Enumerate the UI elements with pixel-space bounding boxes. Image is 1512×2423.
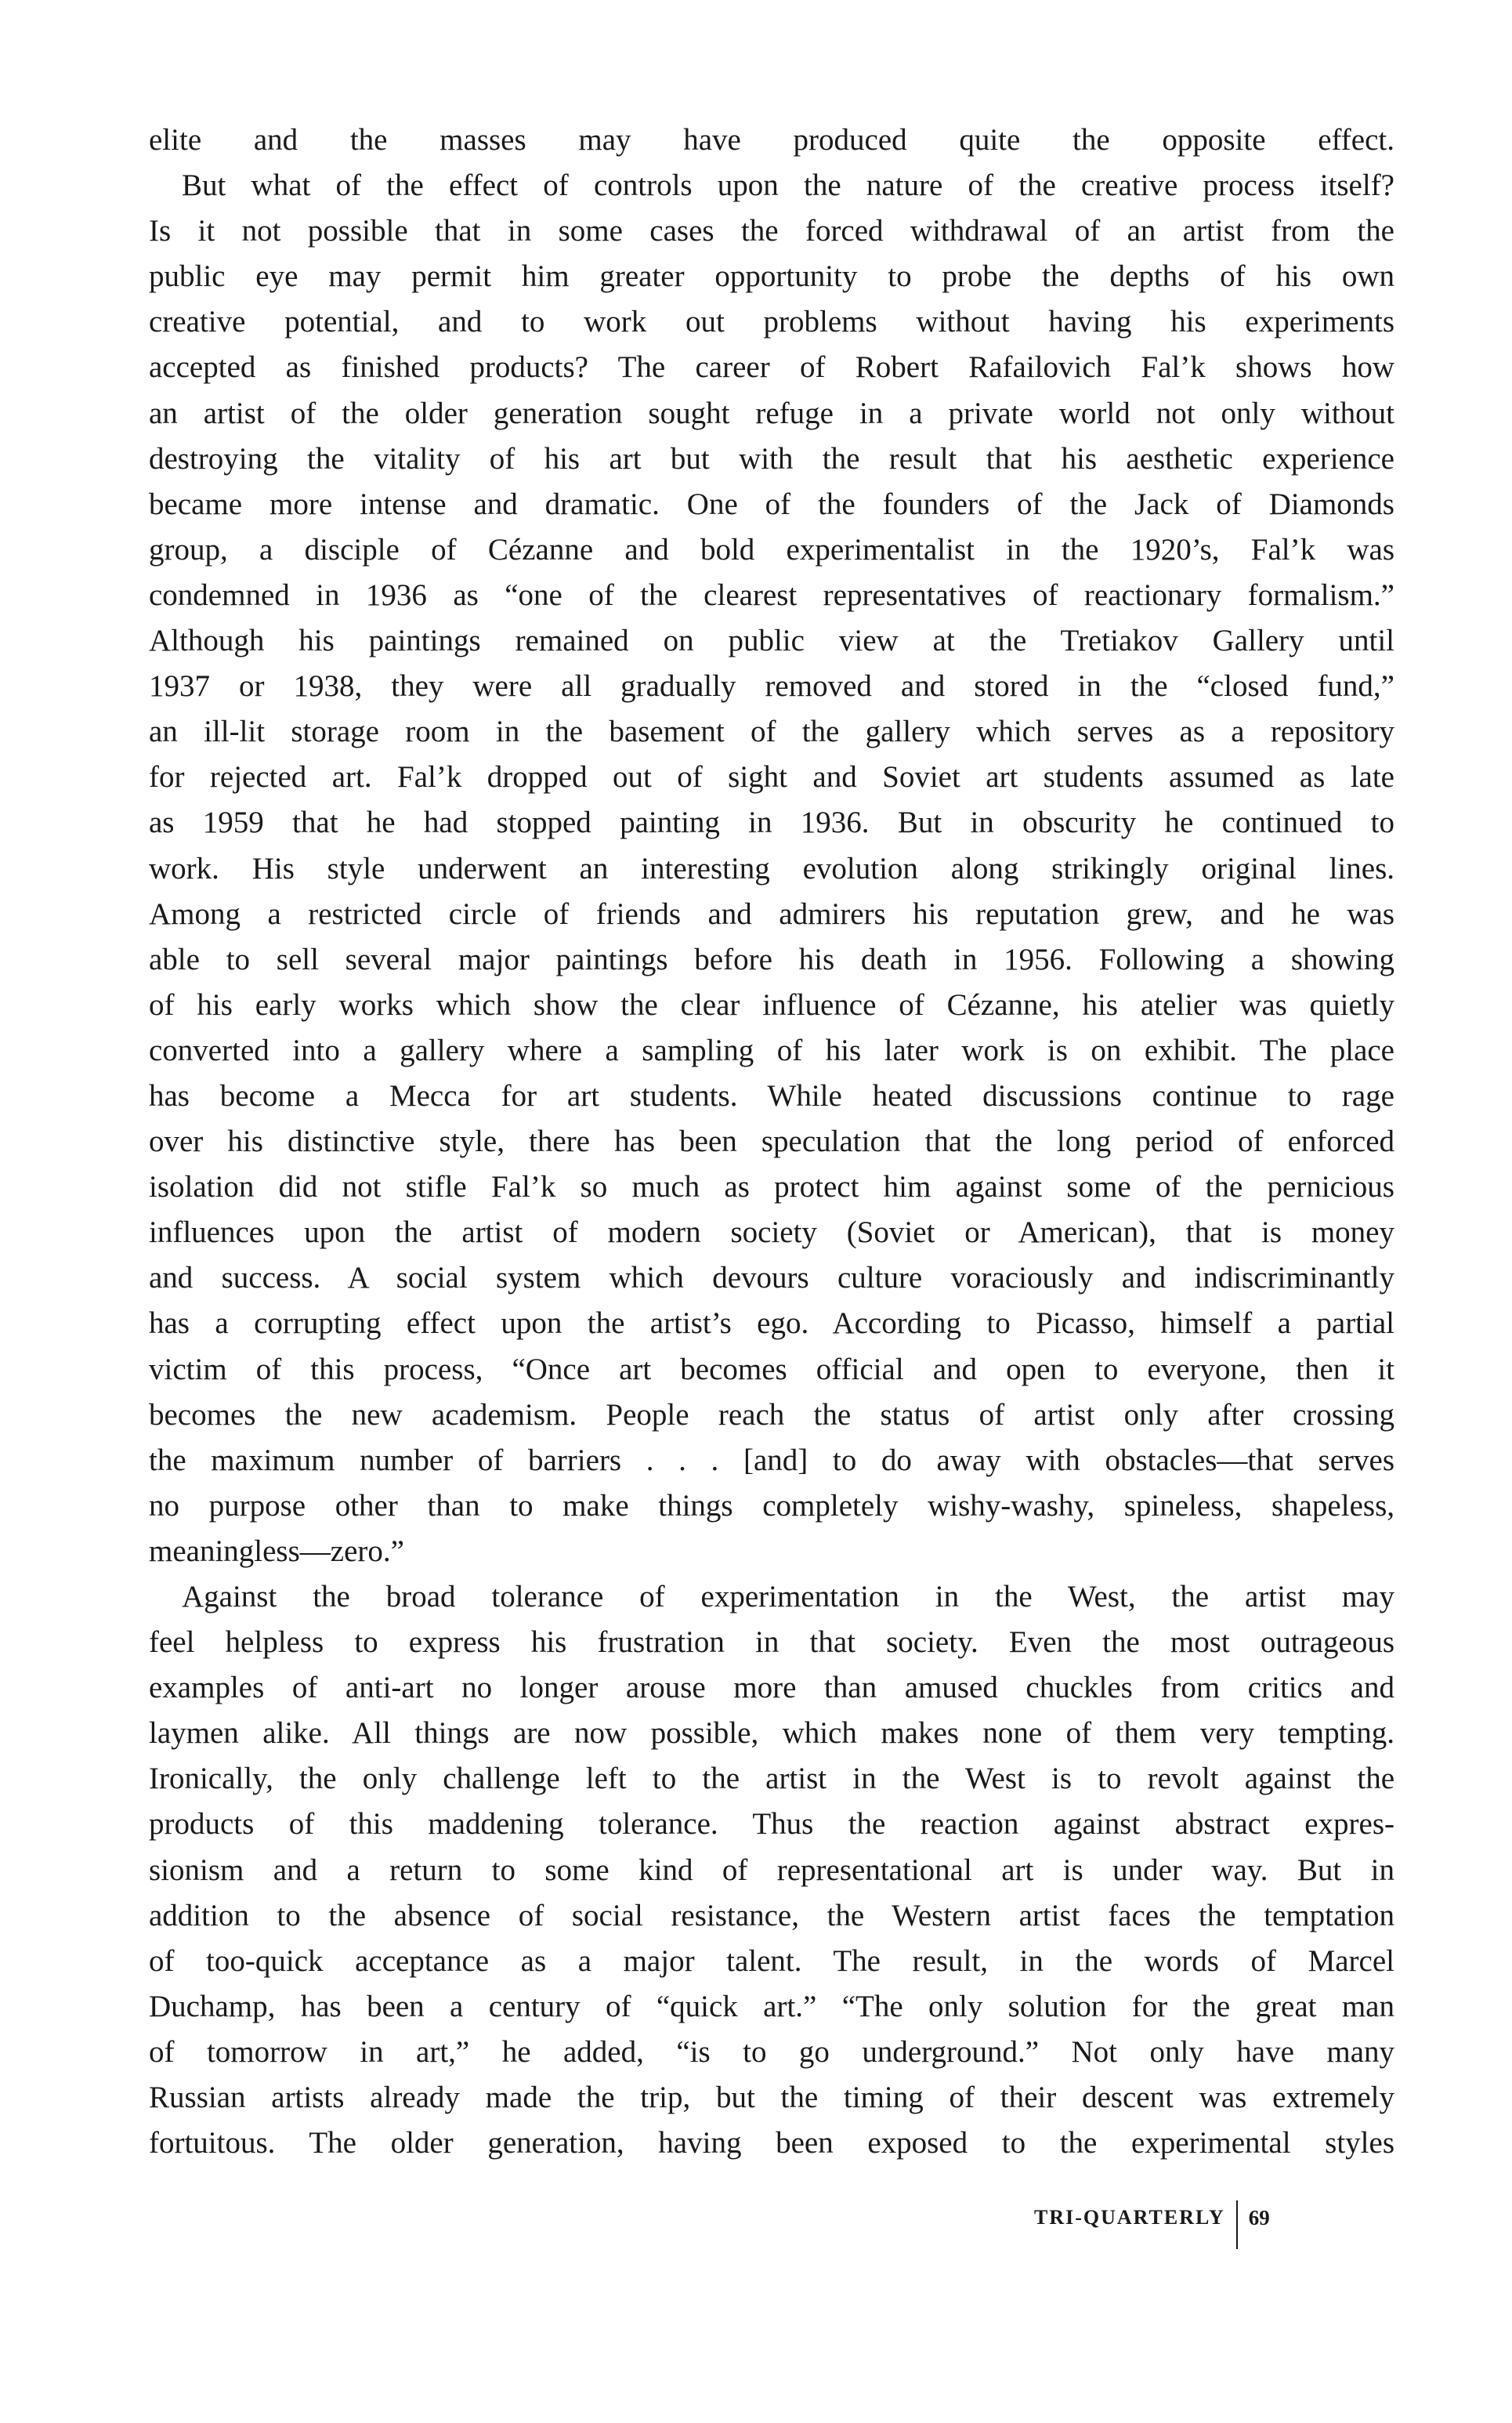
text-line: able to sell several major paintings before his death in 1956. Following a showing (149, 942, 1394, 976)
text-line: an artist of the older generation sought refuge in a private world not only without (149, 396, 1394, 430)
page-footer (1034, 2194, 1270, 2241)
text-line: over his distinctive style, there has been speculation that the long period of enforced (149, 1125, 1394, 1159)
text-line: has become a Mecca for art students. While heated discussions continue to rage (149, 1078, 1394, 1113)
text-line: Among a restricted circle of friends and admirers his reputation grew, and he was (149, 896, 1394, 931)
text-line: But what of the effect of controls upon the nature of the creative process itself? (182, 168, 1394, 203)
journal-name: TRI-QUARTERLY (1034, 2206, 1225, 2229)
text-line: Is it not possible that in some cases the forced withdrawal of an artist from the (149, 214, 1394, 248)
text-line: 1937 or 1938, they were all gradually removed and stored in the “closed fund,” (149, 669, 1394, 704)
text-line: sionism and a return to some kind of representational art is under way. But in (149, 1853, 1394, 1887)
page-number: 69 (1248, 2205, 1270, 2229)
text-line: group, a disciple of Cézanne and bold experimentalist in the 1920’s, Fal’k was (149, 532, 1394, 567)
text-line: elite and the masses may have produced quite the opposite effect. (149, 123, 1394, 157)
text-line: feel helpless to express his frustration in that society. Even the most outrageous (149, 1625, 1394, 1660)
text-line: fortuitous. The older generation, having been exposed to the experimental styles (149, 2126, 1394, 2160)
text-line: converted into a gallery where a sampling of his later work is on exhibit. The place (149, 1033, 1394, 1067)
text-line: work. His style underwent an interesting evolution along strikingly original lines. (149, 851, 1394, 886)
text-line: becomes the new academism. People reach the status of artist only after crossing (149, 1397, 1394, 1432)
text-line: addition to the absence of social resistance, the Western artist faces the temptation (149, 1898, 1394, 1932)
text-line: and success. A social system which devours culture voraciously and indiscriminantly (149, 1261, 1394, 1295)
text-line: victim of this process, “Once art becomes official and open to everyone, then it (149, 1352, 1394, 1386)
text-line: products of this maddening tolerance. Thus the reaction against abstract expres- (149, 1807, 1394, 1842)
text-line: of tomorrow in art,” he added, “is to go underground.” Not only have many (149, 2034, 1394, 2069)
text-line: as 1959 that he had stopped painting in 1936. But in obscurity he continued to (149, 806, 1394, 840)
text-line: creative potential, and to work out problems without having his experiments (149, 305, 1394, 339)
text-line: Duchamp, has been a century of “quick art.” “The only solution for the great man (149, 1989, 1394, 2023)
text-line: accepted as finished products? The career of Robert Rafailovich Fal’k shows how (149, 350, 1394, 385)
text-line: has a corrupting effect upon the artist’s ego. According to Picasso, himself a partial (149, 1306, 1394, 1341)
text-line: condemned in 1936 as “one of the clearest representatives of reactionary formalism.” (149, 578, 1394, 612)
text-line: became more intense and dramatic. One of the founders of the Jack of Diamonds (149, 487, 1394, 521)
text-line: the maximum number of barriers . . . [and] to do away with obstacles—that serves (149, 1443, 1394, 1477)
text-line: of his early works which show the clear influence of Cézanne, his atelier was quietly (149, 987, 1394, 1022)
text-line: Against the broad tolerance of experimentation in the West, the artist may (182, 1580, 1394, 1614)
text-line: an ill-lit storage room in the basement of the gallery which serves as a repository (149, 715, 1394, 749)
text-line: meaningless—zero.” (149, 1534, 404, 1568)
text-line: public eye may permit him greater opportunity to probe the depths of his own (149, 259, 1394, 294)
text-line: laymen alike. All things are now possible, which makes none of them very tempting. (149, 1716, 1394, 1751)
text-line: of too-quick acceptance as a major talent. The result, in the words of Marcel (149, 1943, 1394, 1978)
text-line: Russian artists already made the trip, but the timing of their descent was extremely (149, 2081, 1394, 2115)
text-line: Ironically, the only challenge left to the artist in the West is to revolt against the (149, 1762, 1394, 1796)
text-line: Although his paintings remained on public view at the Tretiakov Gallery until (149, 624, 1394, 658)
text-line: for rejected art. Fal’k dropped out of sight and Soviet art students assumed as late (149, 760, 1394, 795)
text-line: isolation did not stifle Fal’k so much as protect him against some of the pernicious (149, 1170, 1394, 1204)
article-body (149, 118, 1394, 2166)
text-line: influences upon the artist of modern society (Soviet or American), that is money (149, 1215, 1394, 1250)
text-line: destroying the vitality of his art but with the result that his aesthetic experience (149, 441, 1394, 476)
text-line: examples of anti-art no longer arouse more than amused chuckles from critics and (149, 1671, 1394, 1705)
text-line: no purpose other than to make things completely wishy-washy, spineless, shapeless, (149, 1488, 1394, 1523)
